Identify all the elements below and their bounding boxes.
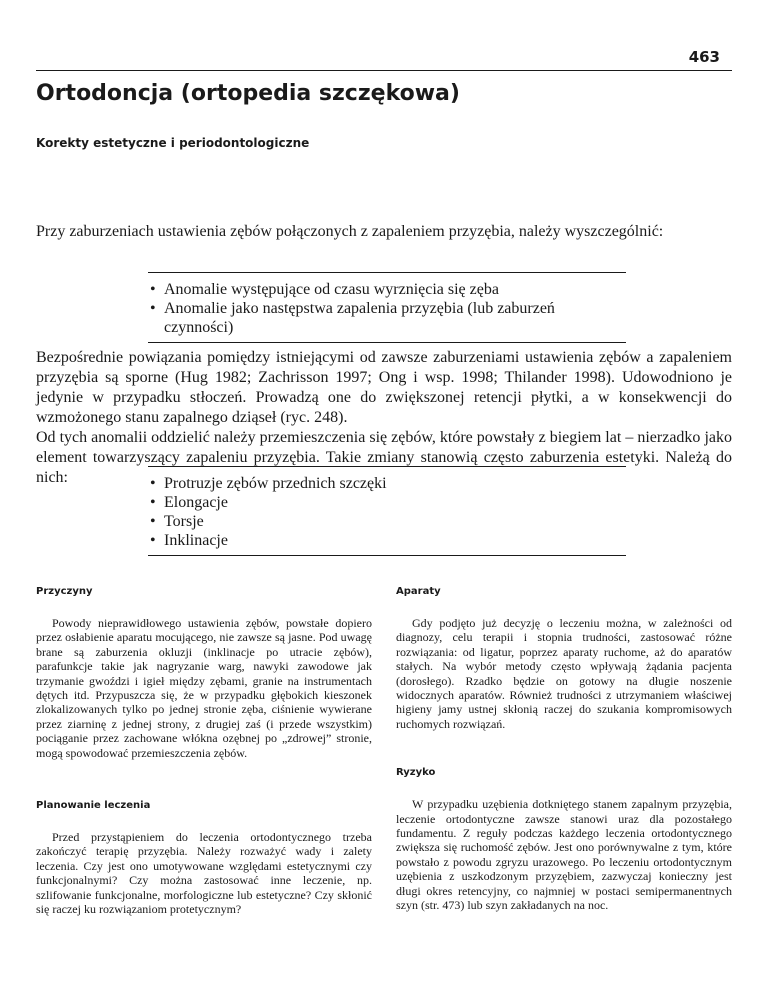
list-item: • Torsje	[148, 512, 626, 531]
list-item: • Protruzje zębów przednich szczęki	[148, 474, 626, 493]
list-item: • Inklinacje	[148, 531, 626, 550]
anomalies-list-box	[148, 272, 626, 343]
section-heading-planowanie: Planowanie leczenia	[36, 800, 151, 812]
chapter-subtitle: Korekty estetyczne i periodontologiczne	[36, 136, 310, 150]
body-paragraph-2: Od tych anomalii oddzielić należy przemieszczenia się zębów, które powstały z biegiem lat – nierzadko jako element towarzyszący zapaleniu przyzębia. Takie zmiany stanowią często zaburzenia estetyki. Należą do nich:	[36, 429, 732, 486]
list-item: • Anomalie jako następstwa zapalenia przyzębia (lub zaburzeń czynności)	[148, 299, 626, 337]
section-text-ryzyko: W przypadku uzębienia dotkniętego stanem zapalnym przyzębia, leczenie ortodontyczne zawsze stanowi uraz dla pozostałego fundamentu. Z reguły podczas każdego leczenia ortodontycznego zwiększa się ruchomość zębów. Jest ono porównywalne z tym, które powstało z powodu zgryzu urazowego. Po leczeniu ortodontycznym uzębienia z uszkodzonym przyzębiem, zazwyczaj konieczny jest długi okres retencyjny, co najmniej w postaci semipermanentnych szyn (str. 473) lub szyn zakładanych na noc.	[396, 797, 732, 913]
section-text-przyczyny: Powody nieprawidłowego ustawienia zębów, powstałe dopiero przez osłabienie aparatu mocującego, nie zawsze są jasne. Pod uwagę brane są zaburzenia okluzji (inklinacje po utracie zębów), parafunkcje takie jak nagryzanie warg, nawyki zawodowe jak trzymanie gwoździ i igieł między zębami, granie na instrumentach dętych itd. Przypuszcza się, że w przypadku głębokich kieszonek zlokalizowanych tylko po jednej stronie zęba, ciśnienie wywierane przez ziarninę z jednej strony, z drugiej zaś (i przede wszystkim) pociąganie przez zachowane włókna ozębnej po „zdrowej” stronie, mogą spowodować przemieszczenia zębów.	[36, 616, 372, 760]
section-text-aparaty: Gdy podjęto już decyzję o leczeniu można, w zależności od diagnozy, celu terapii i stopnia trudności, zastosować różne rozwiązania: od ligatur, poprzez aparaty ruchome, aż do aparatów stałych. Na wybór metody często wpływają żądania pacjenta (dorosłego). Rzadko będzie on gotowy na długie noszenie widocznych aparatów. Również trudności z utrzymaniem właściwej higieny jamy ustnej skłonią raczej do szukania kompromisowych ruchomych rozwiązań.	[396, 616, 732, 731]
section-heading-przyczyny: Przyczyny	[36, 586, 93, 597]
displacements-list-box	[148, 466, 626, 556]
left-column	[36, 586, 372, 917]
right-column	[396, 586, 732, 913]
list-item: • Anomalie występujące od czasu wyrznięcia się zęba	[148, 280, 626, 299]
section-heading-ryzyko: Ryzyko	[396, 767, 436, 779]
body-paragraph-1: Bezpośrednie powiązania pomiędzy istniejącymi od zawsze zaburzeniami ustawienia zębów a zapaleniem przyzębia są sporne (Hug 1982; Zachrisson 1997; Ong i wsp. 1998; Thilander 1998). Udowodniono je jedynie w przypadku stłoczeń. Prowadzą one do zwiększonej retencji płytki, a w konsekwencji do wzmożonego stanu zapalnego dziąseł (ryc. 248).	[36, 349, 732, 426]
displacements-list	[148, 474, 626, 550]
anomalies-list	[148, 280, 626, 337]
intro-paragraph: Przy zaburzeniach ustawienia zębów połączonych z zapaleniem przyzębia, należy wyszczególnić:	[36, 223, 664, 240]
section-heading-aparaty: Aparaty	[396, 586, 441, 597]
chapter-title: Ortodoncja (ortopedia szczękowa)	[36, 81, 460, 106]
list-item: • Elongacje	[148, 493, 626, 512]
section-text-planowanie: Przed przystąpieniem do leczenia ortodontycznego trzeba zakończyć terapię przyzębia. Należy rozważyć wady i zalety leczenia. Czy jest ono umotywowane względami estetycznymi czy funkcjonalnymi? Czy można zastosować inne leczenie, np. szlifowanie funkcjonalne, morfologiczne lub estetyczne? Czy skłonić się raczej ku rozwiązaniom protetycznym?	[36, 830, 372, 917]
page-number: 463	[688, 48, 720, 66]
header-rule	[36, 70, 732, 71]
